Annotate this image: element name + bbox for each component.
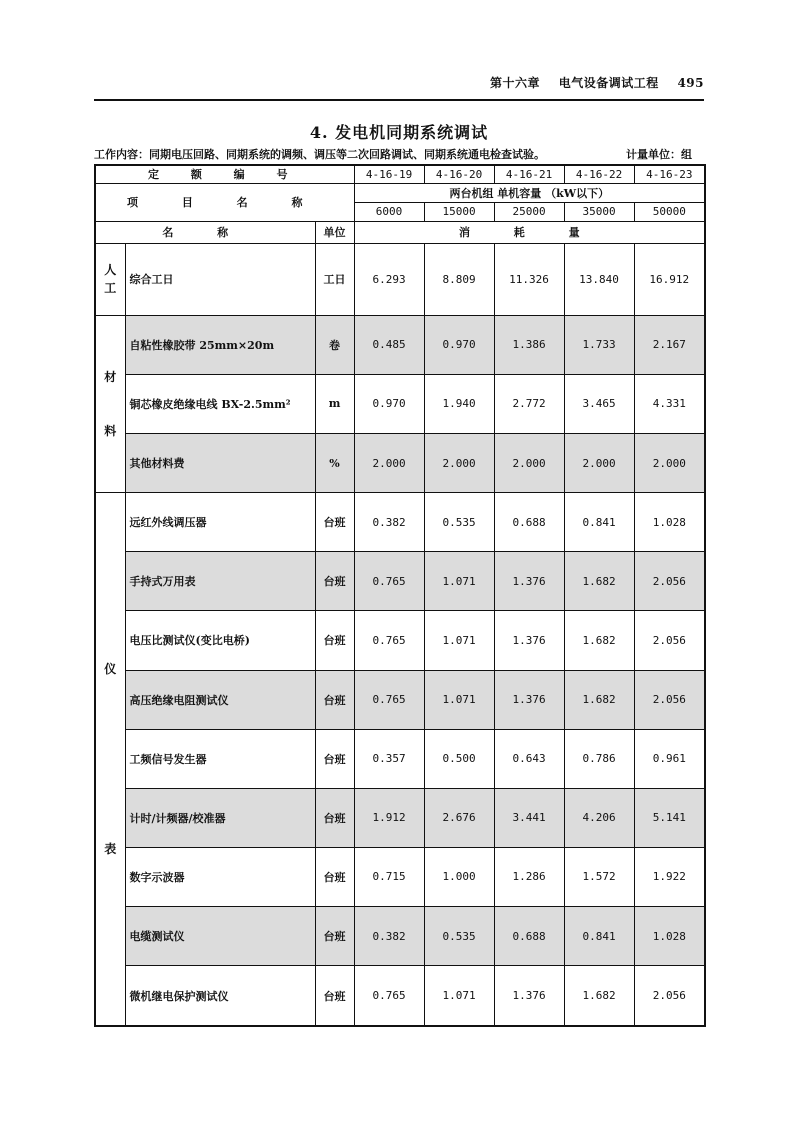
row-value: 1.922 [634,847,705,906]
capacity-value: 35000 [564,202,634,221]
work-content: 工作内容：同期电压回路、同期系统的调频、调压等二次回路调试、同期系统通电检查试验。 [94,148,545,161]
row-value: 1.071 [424,552,494,611]
section-label: 电气设备调试工程 [558,76,659,90]
row-unit: 台班 [315,552,354,611]
row-name: 微机继电保护测试仪 [125,966,315,1026]
table-row [95,729,705,788]
quota-code: 4-16-23 [634,165,705,183]
row-value: 0.841 [564,493,634,552]
table-row [95,611,705,670]
name-column-header: 名 称 [95,221,315,243]
row-name: 其他材料费 [125,434,315,493]
row-unit: 台班 [315,788,354,847]
row-unit: m [315,374,354,433]
row-value: 1.071 [424,611,494,670]
quota-code: 4-16-20 [424,165,494,183]
row-name: 手持式万用表 [125,552,315,611]
row-value: 0.765 [354,670,424,729]
row-value: 2.000 [634,434,705,493]
quota-code: 4-16-19 [354,165,424,183]
table-row [95,374,705,433]
row-value: 2.000 [424,434,494,493]
row-value: 0.765 [354,552,424,611]
row-value: 1.376 [494,552,564,611]
row-value: 13.840 [564,243,634,315]
row-unit: 台班 [315,670,354,729]
category-labor: 人 工 [95,243,125,315]
row-name: 自粘性橡胶带 25mm×20m [125,315,315,374]
row-value: 0.715 [354,847,424,906]
table-row [95,966,705,1026]
row-value: 2.000 [494,434,564,493]
row-unit: % [315,434,354,493]
row-value: 1.682 [564,670,634,729]
measurement-unit: 计量单位：组 [626,148,692,161]
row-unit: 台班 [315,847,354,906]
row-value: 6.293 [354,243,424,315]
page-title: 4. 发电机同期系统调试 [309,123,489,142]
row-value: 2.000 [564,434,634,493]
capacity-value: 15000 [424,202,494,221]
row-value: 0.535 [424,907,494,966]
row-value: 1.940 [424,374,494,433]
row-name: 高压绝缘电阻测试仪 [125,670,315,729]
row-value: 1.286 [494,847,564,906]
row-value: 1.028 [634,493,705,552]
row-unit: 台班 [315,493,354,552]
row-name: 工频信号发生器 [125,729,315,788]
table-row [95,788,705,847]
row-value: 4.331 [634,374,705,433]
row-value: 11.326 [494,243,564,315]
row-value: 0.535 [424,493,494,552]
capacity-value: 6000 [354,202,424,221]
row-value: 0.357 [354,729,424,788]
row-unit: 台班 [315,729,354,788]
row-unit: 台班 [315,966,354,1026]
row-value: 2.772 [494,374,564,433]
row-value: 1.572 [564,847,634,906]
row-value: 1.682 [564,966,634,1026]
item-name-label: 项 目 名 称 [95,183,354,221]
table-row [95,670,705,729]
row-value: 2.676 [424,788,494,847]
row-value: 0.841 [564,907,634,966]
row-value: 0.382 [354,493,424,552]
row-unit: 工日 [315,243,354,315]
quota-table [94,164,706,1027]
row-value: 2.056 [634,966,705,1026]
row-unit: 台班 [315,611,354,670]
quota-code: 4-16-22 [564,165,634,183]
chapter-label: 第十六章 [490,76,541,90]
row-value: 4.206 [564,788,634,847]
row-value: 2.000 [354,434,424,493]
row-value: 0.500 [424,729,494,788]
row-value: 3.441 [494,788,564,847]
unit-column-header: 单位 [315,221,354,243]
row-value: 0.970 [354,374,424,433]
row-value: 16.912 [634,243,705,315]
table-row [95,847,705,906]
work-content-line [94,146,704,162]
row-unit: 卷 [315,315,354,374]
row-value: 1.386 [494,315,564,374]
capacity-value: 50000 [634,202,705,221]
consumption-header: 消 耗 量 [354,221,705,243]
row-value: 1.912 [354,788,424,847]
row-value: 0.765 [354,966,424,1026]
row-value: 0.688 [494,493,564,552]
row-value: 0.382 [354,907,424,966]
row-value: 0.643 [494,729,564,788]
row-value: 0.688 [494,907,564,966]
row-name: 远红外线调压器 [125,493,315,552]
table-row [95,552,705,611]
row-value: 1.376 [494,966,564,1026]
row-value: 0.786 [564,729,634,788]
page-number: 495 [677,76,704,90]
row-name: 电缆测试仪 [125,907,315,966]
category-instrument: 仪 表 [95,493,125,1026]
page-header [94,74,704,92]
row-value: 1.682 [564,552,634,611]
row-name: 铜芯橡皮绝缘电线 BX-2.5mm² [125,374,315,433]
row-name: 数字示波器 [125,847,315,906]
row-value: 1.028 [634,907,705,966]
row-name: 综合工日 [125,243,315,315]
table-row [95,434,705,493]
row-value: 8.809 [424,243,494,315]
table-row [95,493,705,552]
row-value: 2.056 [634,670,705,729]
row-value: 5.141 [634,788,705,847]
row-value: 2.056 [634,611,705,670]
row-value: 1.376 [494,670,564,729]
table-row [95,907,705,966]
category-material: 材 料 [95,315,125,492]
quota-code-row [95,165,705,183]
row-value: 2.056 [634,552,705,611]
header-rule [94,99,704,101]
capacity-value: 25000 [494,202,564,221]
capacity-label: 两台机组 单机容量 （kW以下） [354,183,705,202]
row-unit: 台班 [315,907,354,966]
row-value: 0.970 [424,315,494,374]
row-value: 0.961 [634,729,705,788]
row-name: 计时/计频器/校准器 [125,788,315,847]
table-row [95,243,705,315]
row-name: 电压比测试仪(变比电桥) [125,611,315,670]
row-value: 1.071 [424,670,494,729]
row-value: 0.485 [354,315,424,374]
row-value: 1.376 [494,611,564,670]
row-value: 2.167 [634,315,705,374]
row-value: 0.765 [354,611,424,670]
row-value: 1.000 [424,847,494,906]
column-header-row [95,221,705,243]
capacity-label-row [95,183,705,202]
row-value: 3.465 [564,374,634,433]
table-row [95,315,705,374]
row-value: 1.733 [564,315,634,374]
quota-code-label: 定 额 编 号 [95,165,354,183]
quota-code: 4-16-21 [494,165,564,183]
row-value: 1.071 [424,966,494,1026]
row-value: 1.682 [564,611,634,670]
